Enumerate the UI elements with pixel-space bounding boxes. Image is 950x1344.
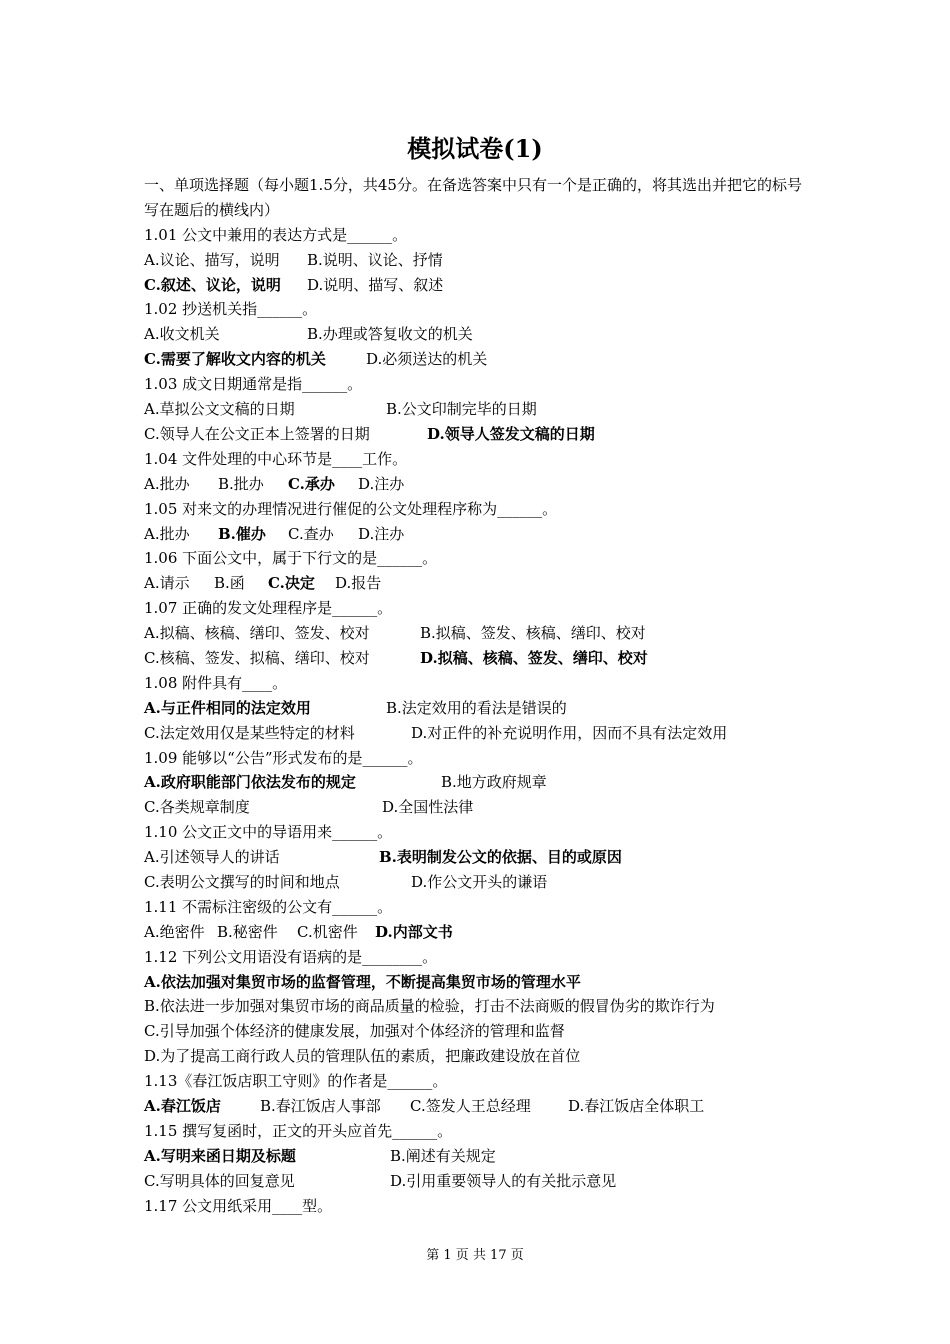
option-row: [144, 397, 814, 422]
answer-option: B.依法进一步加强对集贸市场的商品质量的检验，打击不法商贩的假冒伪劣的欺诈行为: [144, 997, 715, 1016]
answer-option: B.批办: [218, 474, 264, 493]
option-row: [144, 795, 814, 820]
question-stem: 1.02 抄送机关指______。: [144, 300, 318, 319]
answer-option: B.说明、议论、抒情: [307, 250, 443, 269]
option-row: [144, 571, 814, 596]
answer-option-correct: D.领导人签发文稿的日期: [427, 424, 595, 443]
question-stem: 1.12 下列公文用语没有语病的是________。: [144, 947, 438, 966]
answer-option: D.注办: [358, 474, 405, 493]
answer-option-correct: D.拟稿、核稿、签发、缮印、校对: [420, 648, 648, 667]
section-instructions: 一、单项选择题（每小题1.5分，共45分。在备选答案中只有一个是正确的，将其选出并把它的标号写在题后的横线内）: [144, 176, 802, 219]
answer-option: D.对正件的补充说明作用，因而不具有法定效用: [411, 723, 728, 742]
option-row: [144, 721, 814, 746]
answer-option: C.查办: [288, 524, 334, 543]
answer-option: A.请示: [144, 574, 190, 593]
answer-option: C.机密件: [297, 922, 358, 941]
answer-option-correct: A.依法加强对集贸市场的监督管理，不断提高集贸市场的管理水平: [144, 972, 581, 991]
answer-option: B.春江饭店人事部: [260, 1096, 381, 1115]
option-row: [144, 1144, 814, 1169]
option-row: [144, 870, 814, 895]
option-row: [144, 845, 814, 870]
answer-option-correct: D.内部文书: [375, 922, 453, 941]
answer-option: D.说明、描写、叙述: [307, 275, 444, 294]
option-row: [144, 273, 814, 298]
option-row: [144, 248, 814, 273]
page-footer: 第 1 页 共 17 页: [426, 1248, 524, 1263]
page-title: 模拟试卷(1): [407, 134, 543, 163]
answer-option: D.为了提高工商行政人员的管理队伍的素质，把廉政建设放在首位: [144, 1047, 581, 1066]
option-row: [144, 1169, 814, 1194]
answer-option-correct: B.表明制发公文的依据、目的或原因: [379, 848, 622, 867]
question-stem: 1.13《春江饭店职工守则》的作者是______。: [144, 1072, 448, 1091]
option-row: [144, 1094, 814, 1119]
question-stem: 1.10 公文正文中的导语用来______。: [144, 823, 393, 842]
option-row: [144, 422, 814, 447]
question-stem: 1.07 正确的发文处理程序是______。: [144, 599, 393, 618]
option-row: [144, 347, 814, 372]
answer-option: A.草拟公文文稿的日期: [144, 400, 295, 419]
answer-option-correct: B.催办: [218, 524, 266, 543]
answer-option-correct: A.与正件相同的法定效用: [144, 698, 311, 717]
question-stem: 1.06 下面公文中，属于下行文的是______。: [144, 549, 438, 568]
answer-option: C.写明具体的回复意见: [144, 1171, 295, 1190]
answer-option: B.法定效用的看法是错误的: [386, 698, 567, 717]
option-row: [144, 522, 814, 547]
answer-option: A.拟稿、核稿、缮印、签发、校对: [144, 624, 370, 643]
option-row: [144, 696, 814, 721]
option-row: [144, 1019, 814, 1044]
answer-option: C.领导人在公文正本上签署的日期: [144, 424, 370, 443]
option-row: [144, 646, 814, 671]
answer-option: B.办理或答复收文的机关: [307, 325, 473, 344]
question-stem: 1.09 能够以“公告”形式发布的是______。: [144, 748, 423, 767]
exam-content: [144, 173, 814, 1218]
question-stem: 1.04 文件处理的中心环节是____工作。: [144, 449, 408, 468]
answer-option: C.法定效用仅是某些特定的材料: [144, 723, 355, 742]
answer-option: D.报告: [335, 574, 382, 593]
option-row: [144, 322, 814, 347]
answer-option: C.引导加强个体经济的健康发展，加强对个体经济的管理和监督: [144, 1022, 565, 1041]
question-stem: 1.08 附件具有____。: [144, 673, 288, 692]
answer-option-correct: C.决定: [268, 574, 315, 593]
answer-option: D.全国性法律: [382, 798, 474, 817]
answer-option: D.注办: [358, 524, 405, 543]
option-row: [144, 1044, 814, 1069]
answer-option: C.表明公文撰写的时间和地点: [144, 872, 340, 891]
answer-option: C.各类规章制度: [144, 798, 250, 817]
answer-option: B.函: [214, 574, 245, 593]
option-row: [144, 994, 814, 1019]
answer-option-correct: C.需要了解收文内容的机关: [144, 350, 326, 369]
answer-option: A.绝密件: [144, 922, 205, 941]
question-stem: 1.15 撰写复函时，正文的开头应首先______。: [144, 1121, 453, 1140]
answer-option: C.核稿、签发、拟稿、缮印、校对: [144, 648, 370, 667]
answer-option-correct: A.写明来函日期及标题: [144, 1146, 296, 1165]
answer-option: D.作公文开头的谦语: [411, 872, 548, 891]
question-stem: 1.01 公文中兼用的表达方式是______。: [144, 225, 408, 244]
answer-option: D.必须送达的机关: [366, 350, 488, 369]
answer-option: B.拟稿、签发、核稿、缮印、校对: [420, 624, 646, 643]
answer-option: A.引述领导人的讲话: [144, 848, 280, 867]
answer-option: B.秘密件: [217, 922, 278, 941]
answer-option: C.签发人王总经理: [410, 1096, 531, 1115]
answer-option-correct: C.叙述、议论，说明: [144, 275, 281, 294]
answer-option: A.议论、描写，说明: [144, 250, 280, 269]
answer-option-correct: C.承办: [288, 474, 335, 493]
answer-option: A.收文机关: [144, 325, 220, 344]
question-stem: 1.03 成文日期通常是指______。: [144, 375, 363, 394]
answer-option-correct: A.春江饭店: [144, 1096, 221, 1115]
option-row: [144, 770, 814, 795]
answer-option-correct: A.政府职能部门依法发布的规定: [144, 773, 356, 792]
question-stem: 1.11 不需标注密级的公文有______。: [144, 897, 393, 916]
answer-option: D.春江饭店全体职工: [568, 1096, 705, 1115]
question-stem: 1.05 对来文的办理情况进行催促的公文处理程序称为______。: [144, 499, 558, 518]
answer-option: A.批办: [144, 474, 190, 493]
option-row: [144, 621, 814, 646]
answer-option: B.地方政府规章: [441, 773, 547, 792]
answer-option: B.公文印制完毕的日期: [386, 400, 537, 419]
answer-option: B.阐述有关规定: [390, 1146, 496, 1165]
answer-option: D.引用重要领导人的有关批示意见: [390, 1171, 617, 1190]
option-row: [144, 472, 814, 497]
option-row: [144, 970, 814, 995]
answer-option: A.批办: [144, 524, 190, 543]
question-stem: 1.17 公文用纸采用____型。: [144, 1196, 333, 1215]
option-row: [144, 920, 814, 945]
